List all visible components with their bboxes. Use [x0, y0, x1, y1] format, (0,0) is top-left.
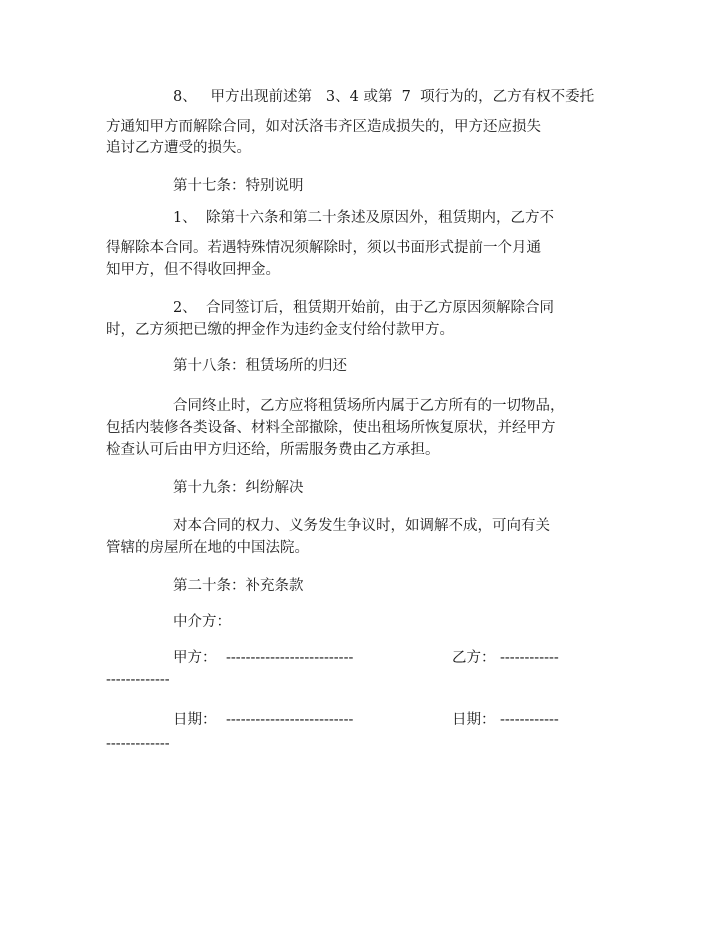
article17-item1-line2: 得解除本合同。若遇特殊情况须解除时，须以书面形式提前一个月通 — [106, 240, 541, 256]
article19-title: 第十九条：纠纷解决 — [173, 480, 304, 496]
party-a-signature-line: -------------------------- — [226, 650, 354, 666]
date-a-label: 日期： — [173, 712, 217, 728]
party-b-signature-line: ------------ — [500, 650, 559, 666]
article19-line1: 对本合同的权力、义务发生争议时，如调解不成，可向有关 — [173, 518, 550, 534]
article18-title: 第十八条：租赁场所的归还 — [173, 358, 347, 374]
article17-item2-line2: 时，乙方须把已缴的押金作为违约金支付给付款甲方。 — [106, 322, 454, 338]
article17-title: 第十七条：特别说明 — [173, 178, 304, 194]
party-b-label: 乙方： — [452, 650, 496, 666]
party-a-label: 甲方： — [173, 650, 217, 666]
article18-line2: 包括内装修各类设备、材料全部撤除，使出租场所恢复原状，并经甲方 — [106, 420, 556, 436]
date-b-line: ------------ — [500, 712, 559, 728]
party-b-signature-line-cont: ------------- — [106, 672, 170, 688]
intermediary-label: 中介方： — [173, 614, 231, 630]
article19-line2: 管辖的房屋所在地的中国法院。 — [106, 540, 309, 556]
article18-line1: 合同终止时，乙方应将租赁场所内属于乙方所有的一切物品， — [173, 398, 565, 414]
article17-item1-line1: 1、 除第十六条和第二十条述及原因外，租赁期内，乙方不 — [173, 210, 554, 226]
date-a-line: -------------------------- — [226, 712, 354, 728]
date-b-line-cont: ------------- — [106, 736, 170, 752]
para8-line3: 追讨乙方遭受的损失。 — [106, 140, 251, 156]
article20-title: 第二十条：补充条款 — [173, 578, 304, 594]
article18-line3: 检查认可后由甲方归还给，所需服务费由乙方承担。 — [106, 442, 440, 458]
article17-item2-line1: 2、 合同签订后，租赁期开始前，由于乙方原因须解除合同 — [173, 300, 554, 316]
date-b-label: 日期： — [452, 712, 496, 728]
article17-item1-line3: 知甲方，但不得收回押金。 — [106, 262, 280, 278]
para8-line2: 方通知甲方而解除合同，如对沃洛韦齐区造成损失的，甲方还应损失 — [106, 119, 541, 135]
para8-line1: 8、 甲方出现前述第 3、4 或第 7 项行为的，乙方有权不委托 — [173, 89, 595, 105]
